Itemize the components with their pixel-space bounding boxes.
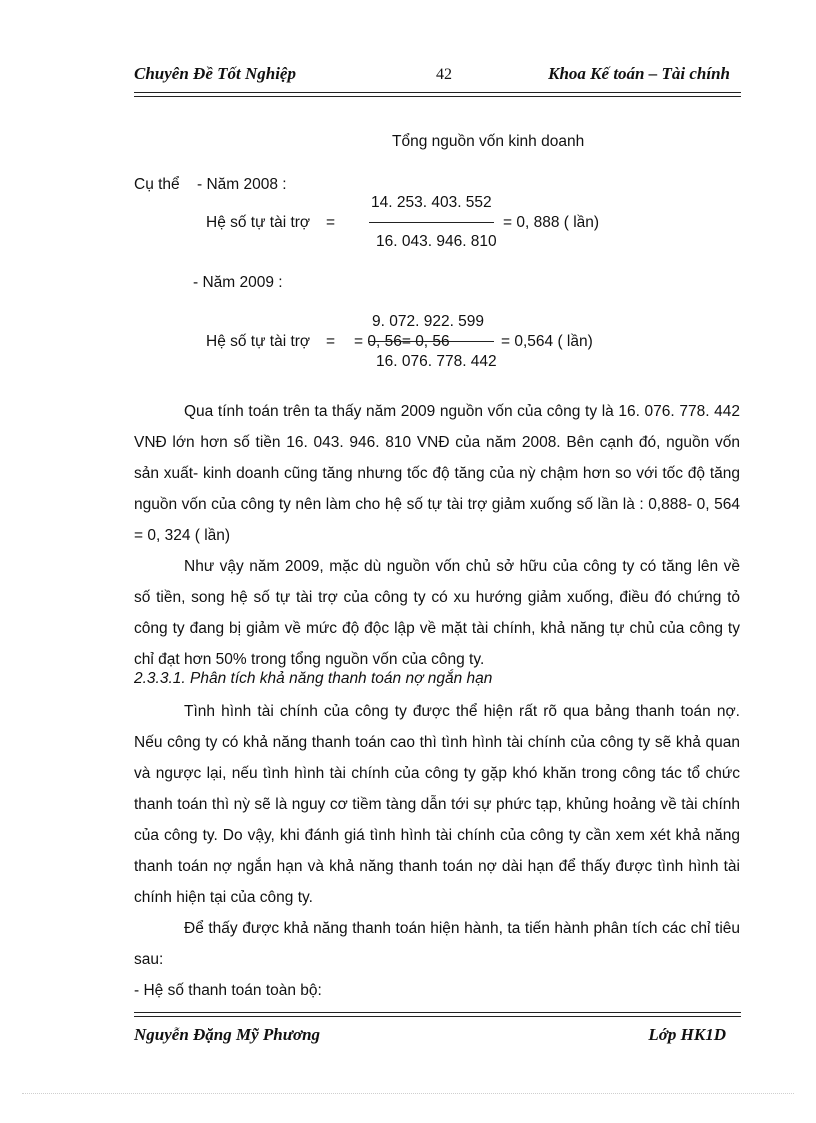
page-bottom-dotted-border [22, 1093, 794, 1094]
ratio-2008-result: = 0, 888 ( lần) [503, 214, 600, 231]
analysis-text-block [134, 396, 740, 675]
ratio-2009-overlap-text: = 0, 56= 0, 56 [354, 333, 450, 350]
paragraph-indicators-intro: Để thấy được khả năng thanh toán hiện hành, ta tiến hành phân tích các chỉ tiêu sau: [134, 920, 740, 968]
year-2009-label: - Năm 2009 : [193, 274, 283, 291]
total-payment-ratio-item: - Hệ số thanh toán toàn bộ: [134, 982, 322, 999]
page-number: 42 [436, 66, 452, 83]
paragraph-financial-situation: Tình hình tài chính của công ty được thể hiện rất rõ qua bảng thanh toán nợ. Nếu công ty có khả năng thanh toán cao thì tình hình tài chính của công ty sẽ khả quan và ngược lại, nếu tình hình tài chính của công ty gặp khó khăn trong công tác tổ chức thanh toán thì nỳ sẽ là nguy cơ tiềm tàng dẫn tới sự phức tạp, khủng hoảng về tài chính của công ty. Do vậy, khi đánh giá tình hình tài chính của công ty cần xem xét khả năng thanh toán nợ ngắn hạn và khả năng thanh toán nợ dài hạn để thấy được tình hình tài chính hiện tại của công ty. [134, 703, 740, 906]
header-left-title: Chuyên Đề Tốt Nghiệp [134, 64, 296, 83]
year-2008-label: - Năm 2008 : [197, 176, 287, 193]
ratio-2009-equals: = [326, 333, 336, 350]
fraction-line-2008 [369, 222, 494, 223]
header-rule-top [134, 92, 741, 93]
header-rule-bottom [134, 96, 741, 97]
liquidity-text-block [134, 696, 740, 1006]
paragraph-conclusion: Như vậy năm 2009, mặc dù nguồn vốn chủ sở hữu của công ty có tăng lên về số tiền, song hệ số tự tài trợ của công ty có xu hướng giảm xuống, điều đó chứng tỏ công ty đang bị giảm về mức độ độc lập về mặt tài chính, khả năng tự chủ của công ty chỉ đạt hơn 50% trong tổng nguồn vốn của công ty. [134, 558, 740, 668]
ratio-2008-numerator: 14. 253. 403. 552 [371, 194, 492, 211]
header-right-title: Khoa Kế toán – Tài chính [548, 64, 730, 83]
ratio-2009-denominator: 16. 076. 778. 442 [376, 353, 497, 370]
ratio-2009-numerator: 9. 072. 922. 599 [372, 313, 485, 330]
footer-author: Nguyễn Đặng Mỹ Phương [134, 1025, 321, 1044]
section-heading: 2.3.3.1. Phân tích khả năng thanh toán nợ ngắn hạn [134, 670, 493, 687]
total-capital-label: Tổng nguồn vốn kinh doanh [392, 133, 585, 150]
calc-intro: Cụ thể [134, 176, 180, 193]
footer-class: Lớp HK1D [648, 1025, 726, 1044]
ratio-2008-label: Hệ số tự tài trợ [206, 214, 311, 231]
footer-rule-top [134, 1012, 741, 1013]
ratio-2008-denominator: 16. 043. 946. 810 [376, 233, 497, 250]
footer-rule-bottom [134, 1016, 741, 1017]
ratio-2009-label: Hệ số tự tài trợ [206, 333, 311, 350]
ratio-2008-equals: = [326, 214, 336, 231]
ratio-2009-result: = 0,564 ( lần) [501, 333, 593, 350]
paragraph-capital-comparison: Qua tính toán trên ta thấy năm 2009 nguồn vốn của công ty là 16. 076. 778. 442 VNĐ lớn hơn số tiền 16. 043. 946. 810 VNĐ của năm 2008. Bên cạnh đó, nguồn vốn sản xuất- kinh doanh cũng tăng nhưng tốc độ tăng của nỳ chậm hơn so với tốc độ tăng nguồn vốn của công ty nên làm cho hệ số tự tài trợ giảm xuống số lần là : 0,888- 0, 564 = 0, 324 ( lần) [134, 403, 740, 544]
fraction-line-2009 [369, 341, 494, 342]
